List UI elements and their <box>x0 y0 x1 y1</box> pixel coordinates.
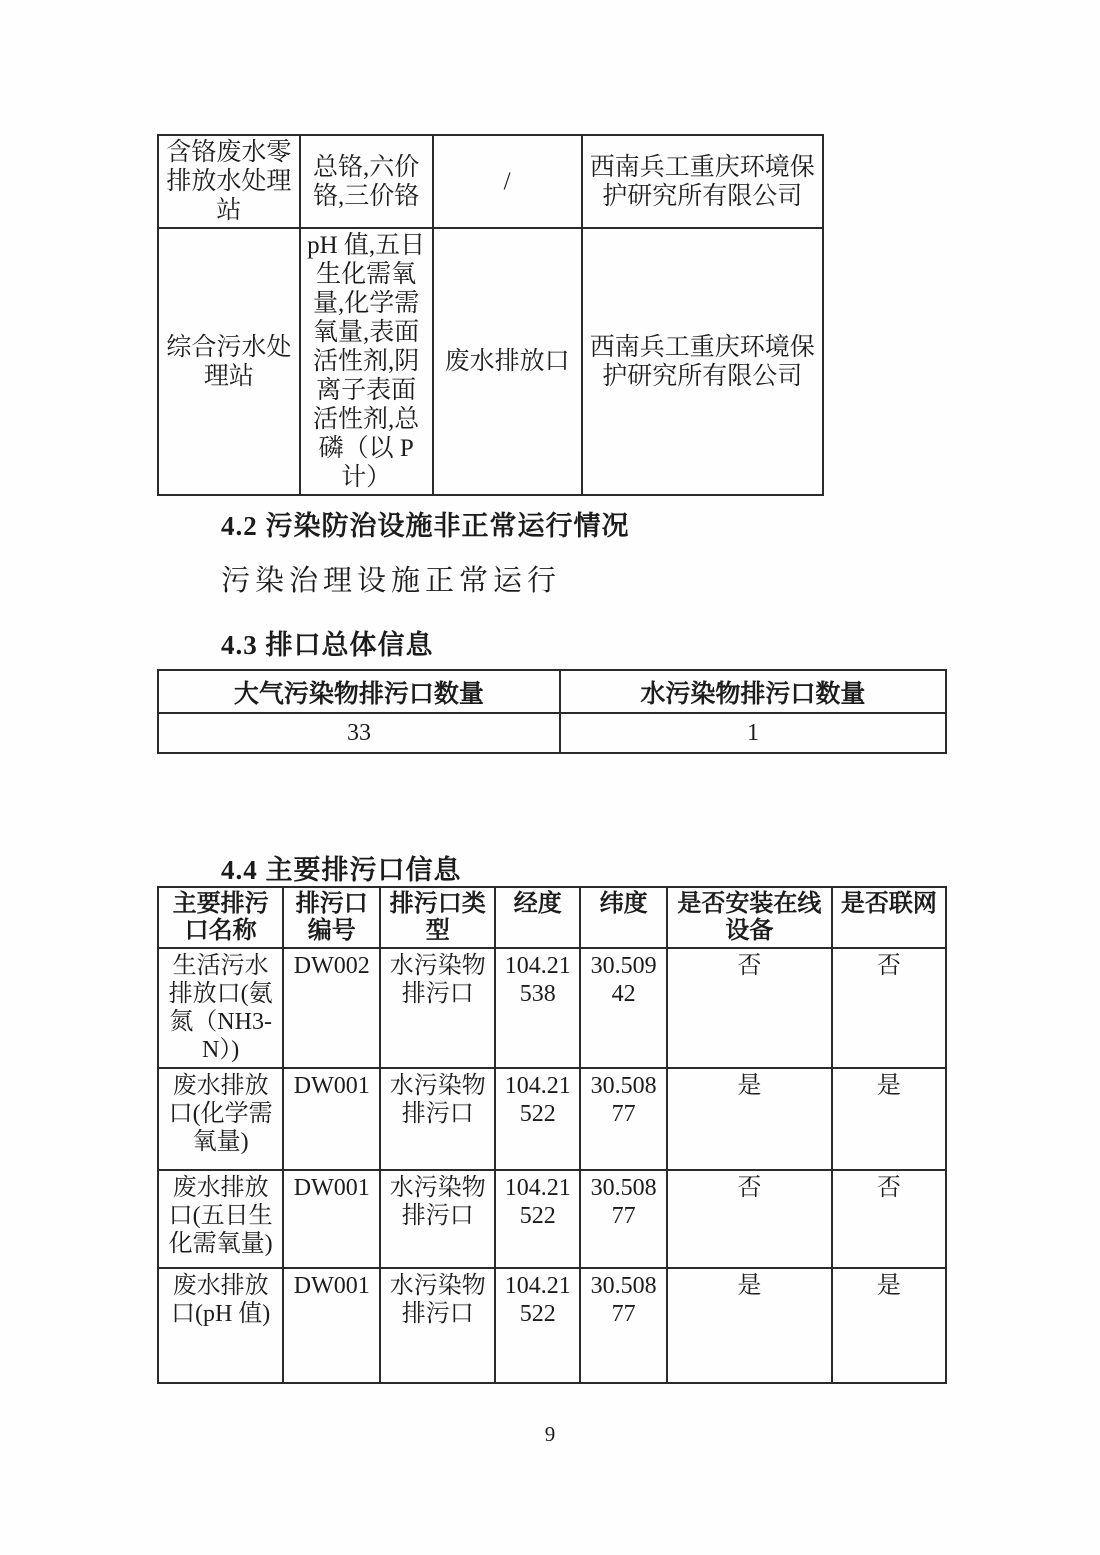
networked-cell: 否 <box>832 948 946 1068</box>
facility-name-cell: 综合污水处理站 <box>158 228 300 495</box>
monitor-org-cell: 西南兵工重庆环境保护研究所有限公司 <box>582 228 823 495</box>
monitor-factors-cell: 总铬,六价铬,三价铬 <box>300 135 433 228</box>
latitude-cell: 30.50877 <box>580 1068 667 1170</box>
networked-header: 是否联网 <box>832 887 946 948</box>
table-header-row <box>158 670 946 713</box>
outlet-code-header: 排污口编号 <box>283 887 380 948</box>
table-row <box>158 1068 946 1170</box>
treatment-facility-table <box>157 134 824 496</box>
outlet-type-cell: 水污染物排污口 <box>380 1268 495 1383</box>
longitude-cell: 104.21522 <box>495 1068 580 1170</box>
online-device-header: 是否安装在线设备 <box>667 887 832 948</box>
section-4-2-title: 4.2 污染防治设施非正常运行情况 <box>221 511 630 541</box>
table-row <box>158 1268 946 1383</box>
outlet-type-cell: 水污染物排污口 <box>380 1170 495 1268</box>
outlet-code-cell: DW001 <box>283 1068 380 1170</box>
online-device-cell: 是 <box>667 1268 832 1383</box>
outlet-type-cell: 水污染物排污口 <box>380 948 495 1068</box>
outlet-name-cell: 废水排放口(化学需氧量) <box>158 1068 283 1170</box>
latitude-header: 纬度 <box>580 887 667 948</box>
latitude-cell: 30.50877 <box>580 1268 667 1383</box>
outlet-name-cell: 废水排放口(五日生化需氧量) <box>158 1170 283 1268</box>
water-outlet-count-value: 1 <box>560 713 946 753</box>
latitude-cell: 30.50877 <box>580 1170 667 1268</box>
outlet-summary-table <box>157 669 947 754</box>
longitude-header: 经度 <box>495 887 580 948</box>
outlet-cell: 废水排放口 <box>433 228 582 495</box>
online-device-cell: 否 <box>667 948 832 1068</box>
air-outlet-count-header: 大气污染物排污口数量 <box>158 670 560 713</box>
page-number: 9 <box>544 1422 556 1446</box>
outlet-type-cell: 水污染物排污口 <box>380 1068 495 1170</box>
outlet-name-cell: 废水排放口(pH 值) <box>158 1268 283 1383</box>
facility-name-cell: 含铬废水零排放水处理站 <box>158 135 300 228</box>
section-4-4-title: 4.4 主要排污口信息 <box>221 855 462 885</box>
outlet-cell: / <box>433 135 582 228</box>
section-4-2-body: 污染治理设施正常运行 <box>221 565 562 597</box>
networked-cell: 是 <box>832 1068 946 1170</box>
outlet-code-cell: DW001 <box>283 1170 380 1268</box>
longitude-cell: 104.21522 <box>495 1268 580 1383</box>
monitor-factors-cell: pH 值,五日生化需氧量,化学需氧量,表面活性剂,阴离子表面活性剂,总磷（以 P 计） <box>300 228 433 495</box>
main-outlet-table <box>157 886 947 1384</box>
table-row <box>158 228 823 495</box>
outlet-type-header: 排污口类型 <box>380 887 495 948</box>
networked-cell: 否 <box>832 1170 946 1268</box>
online-device-cell: 否 <box>667 1170 832 1268</box>
table-header-row <box>158 887 946 948</box>
water-outlet-count-header: 水污染物排污口数量 <box>560 670 946 713</box>
outlet-code-cell: DW002 <box>283 948 380 1068</box>
longitude-cell: 104.21522 <box>495 1170 580 1268</box>
online-device-cell: 是 <box>667 1068 832 1170</box>
outlet-code-cell: DW001 <box>283 1268 380 1383</box>
outlet-name-header: 主要排污口名称 <box>158 887 283 948</box>
section-4-3-title: 4.3 排口总体信息 <box>221 630 434 660</box>
table-row <box>158 713 946 753</box>
outlet-name-cell: 生活污水排放口(氨氮（NH3-N）) <box>158 948 283 1068</box>
table-row <box>158 135 823 228</box>
monitor-org-cell: 西南兵工重庆环境保护研究所有限公司 <box>582 135 823 228</box>
longitude-cell: 104.21538 <box>495 948 580 1068</box>
air-outlet-count-value: 33 <box>158 713 560 753</box>
table-row <box>158 1170 946 1268</box>
table-row <box>158 948 946 1068</box>
latitude-cell: 30.50942 <box>580 948 667 1068</box>
networked-cell: 是 <box>832 1268 946 1383</box>
